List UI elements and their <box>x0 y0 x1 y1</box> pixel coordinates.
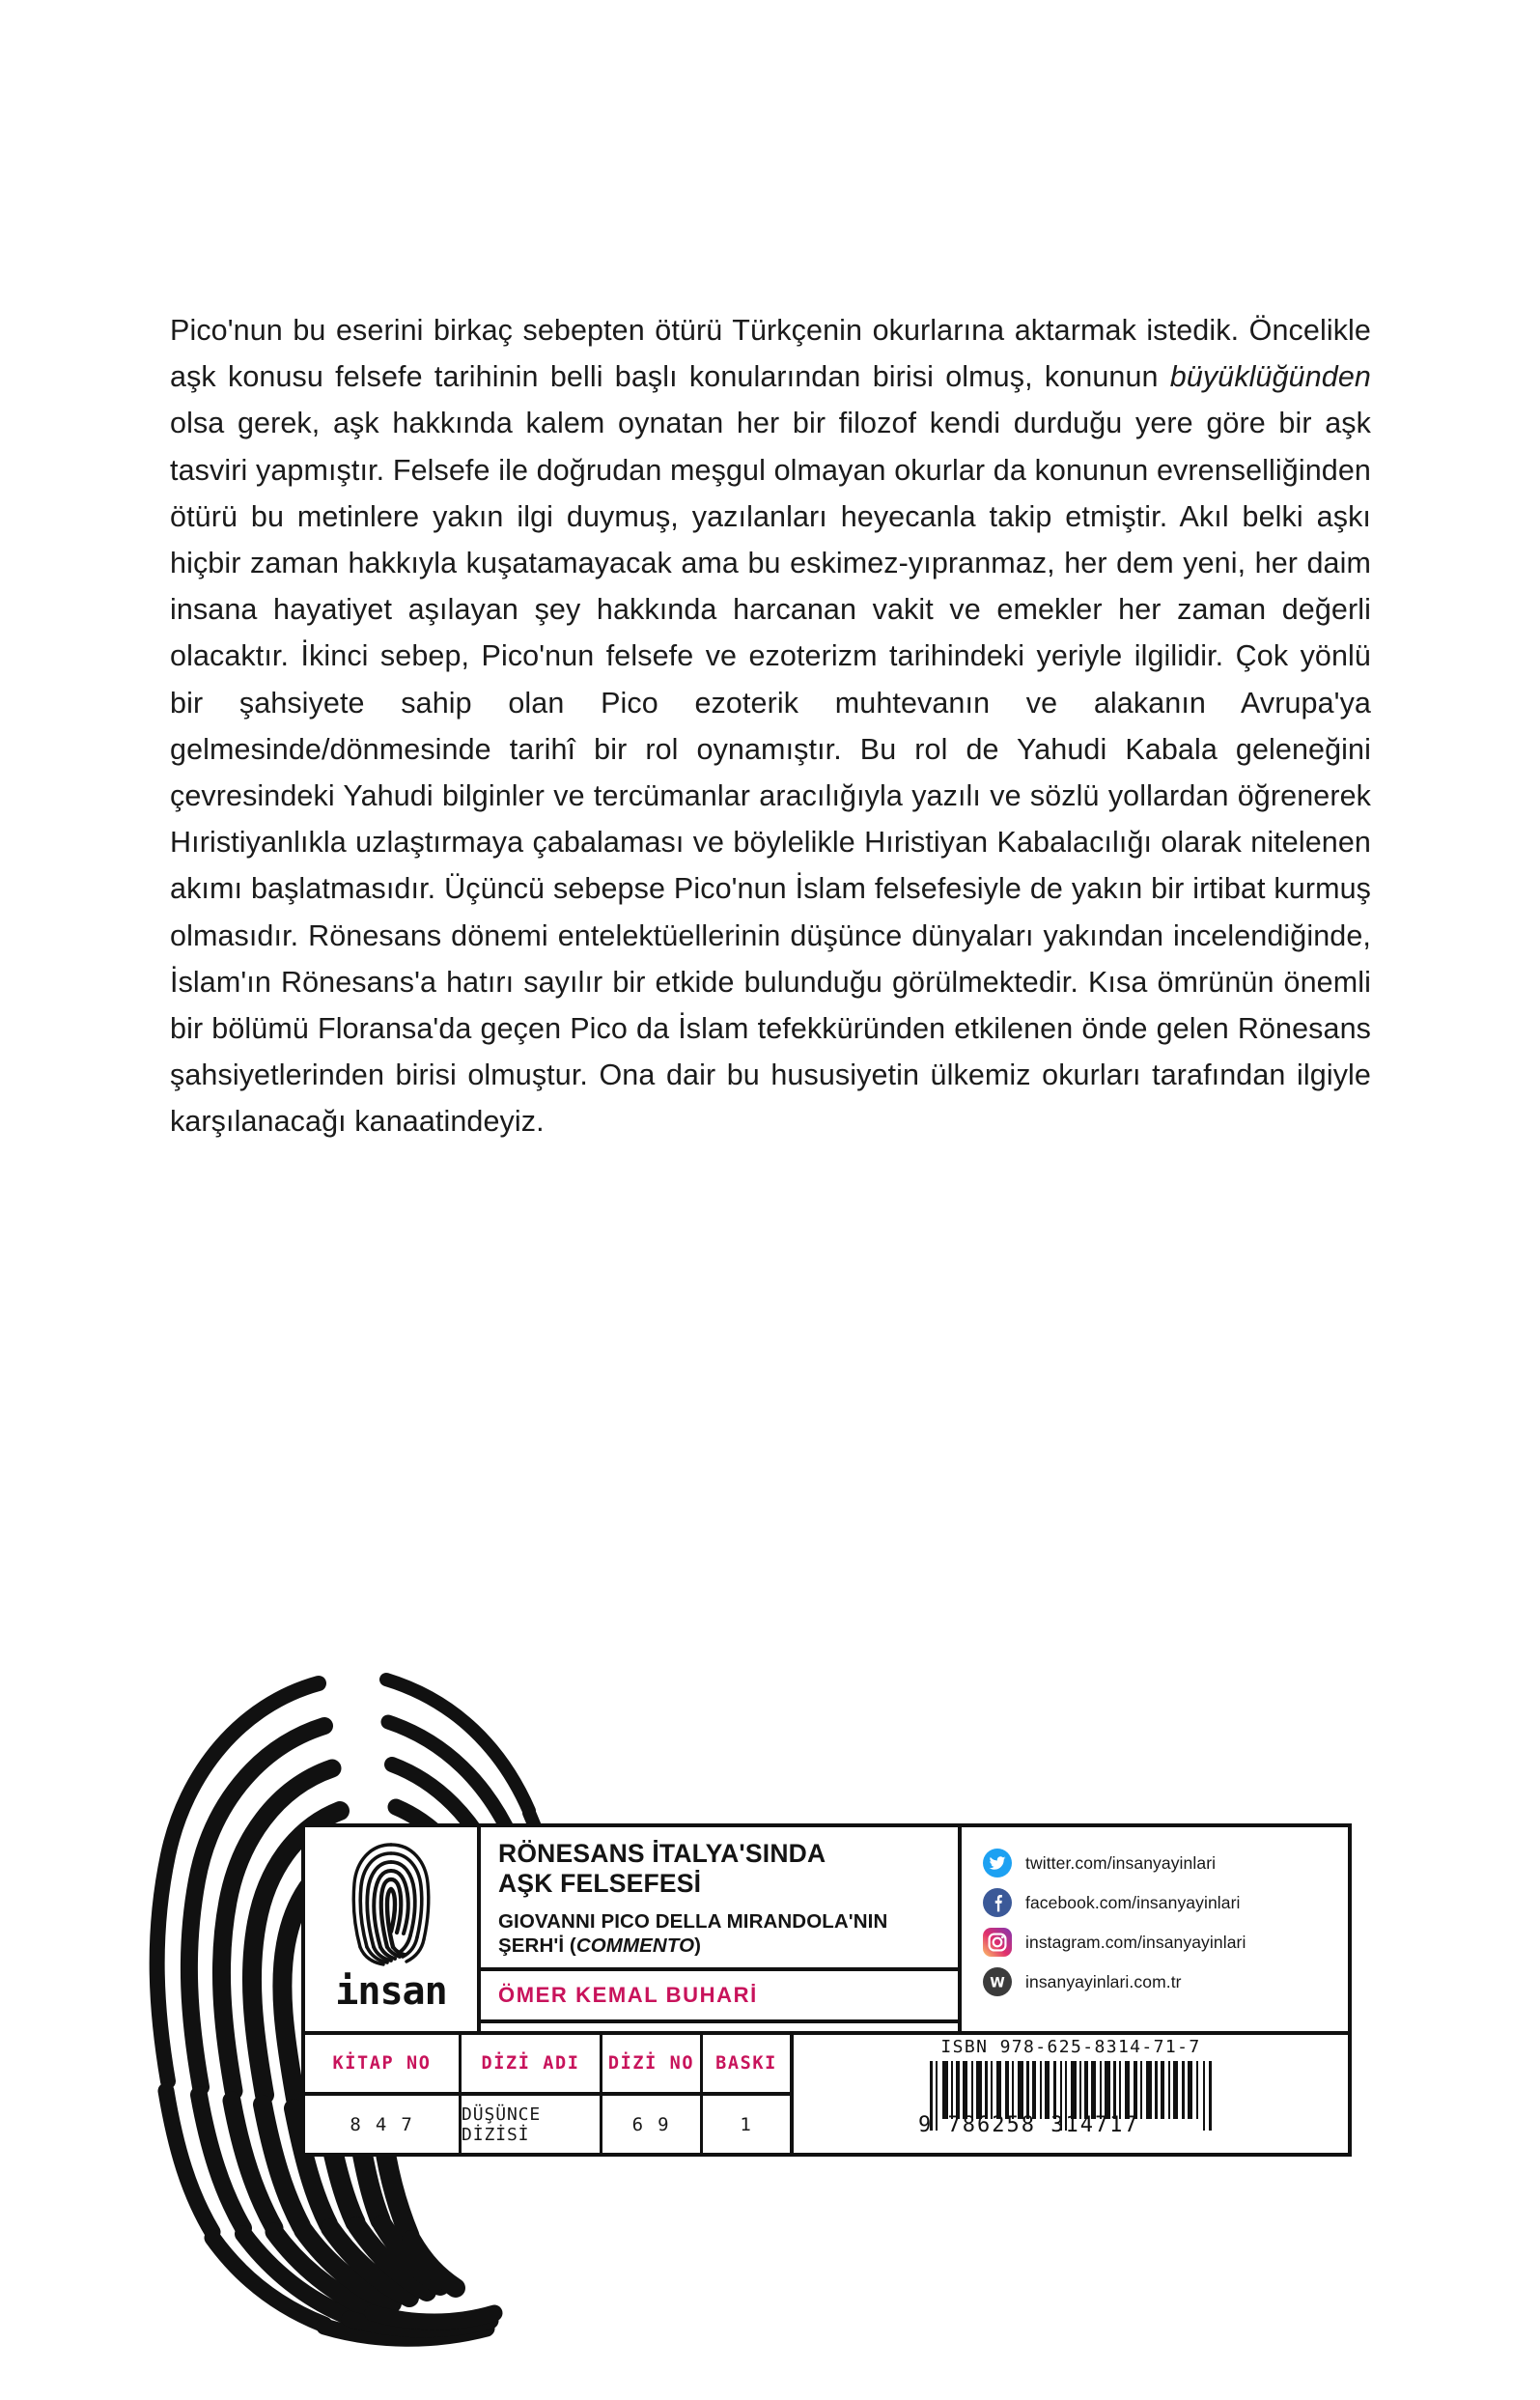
back-cover-blurb <box>170 307 1380 1145</box>
isbn-label: ISBN 978-625-8314-71-7 <box>940 2037 1201 2057</box>
social-label-website[interactable]: insanyayinlari.com.tr <box>1025 1971 1182 1991</box>
publisher-logo-text: insan <box>335 1969 447 2014</box>
book-title-line-2: AŞK FELSEFESİ <box>498 1869 702 1898</box>
subtitle-prefix: ŞERH'İ ( <box>498 1934 576 1957</box>
publisher-logo-cell <box>305 1827 481 2031</box>
catalog-value-dizi-no-text: 6 9 <box>631 2113 671 2135</box>
catalog-table <box>305 2035 794 2153</box>
book-title-block <box>481 1827 958 1971</box>
social-label-facebook[interactable]: facebook.com/insanyayinlari <box>1025 1892 1241 1912</box>
barcode-digits: 9 786258 314717 <box>916 2113 1225 2137</box>
catalog-value-dizi-no <box>602 2096 703 2153</box>
catalog-value-kitap-no <box>305 2096 462 2153</box>
social-row-facebook[interactable] <box>983 1888 1348 1917</box>
blurb-italic-term: büyüklüğünden <box>1169 360 1371 394</box>
blurb-part-2: olsa gerek, aşk hakkında kalem oynatan her bir filozof kendi durduğu yere göre bir aşk tasviri yapmıştır. Felsefe ile doğrudan meşgul olmayan okurlar da konunun evrenselliğinden ötürü bu metinlere yakın ilgi duymuş, yazılanları heyecanla takip etmiştir. Akıl belki aşkı hiçbir zaman hakkıyla kuşatamayacak ama bu eskimez-yıpranmaz, her dem yeni, her daim insana hayatiyet aşılayan şey hakkında harcanan vakit ve emekler her zaman değerli olacaktır. İkinci sebep, Pico'nun felsefe ve ezoterizm tarihindeki yeriyle ilgilidir. Çok yönlü bir şahsiyete sahip olan Pico ezoterik muhtevanın ve alakanın Avrupa'ya gelmesinde/dönmesinde tarihî bir rol oynamıştır. Bu rol de Yahudi Kabala geleneğini çevresindeki Yahudi bilginler ve tercümanlar aracılığıyla yazılı ve sözlü yollardan öğrenerek Hıristiyanlıkla uzlaştırmaya çabalaması ve böylelikle Hıristiyan Kabalacılığı olarak nitelenen akımı başlatmasıdır. Üçüncü sebepse Pico'nun İslam felsefesiyle de yakın bir irtibat kurmuş olmasıdır. Rönesans dönemi entelektüellerinin düşünce dünyaları yakından incelendiğinde, İslam'ın Rönesans'a hatırı sayılır bir etkide bulunduğu görülmektedir. Kısa ömrünün önemli bir bölümü Floransa'da geçen Pico da İslam tefekküründen etkilenen önde gelen Rönesans şahsiyetlerinden birisi olmuştur. Ona dair bu hususiyetin ülkemiz okurları tarafından ilgiyle karşılanacağı kanaatindeyiz. <box>170 360 1380 1139</box>
social-links-cell <box>962 1827 1348 2031</box>
catalog-header-kitap-no <box>305 2035 462 2092</box>
panel-top-section <box>305 1827 1348 2031</box>
panel-bottom-section <box>305 2031 1348 2153</box>
catalog-value-kitap-no-text: 8 4 7 <box>350 2113 414 2135</box>
twitter-icon[interactable] <box>983 1849 1012 1878</box>
catalog-value-row <box>305 2096 790 2153</box>
social-label-twitter[interactable]: twitter.com/insanyayinlari <box>1025 1852 1217 1873</box>
book-title-line-1: RÖNESANS İTALYA'SINDA <box>498 1839 826 1868</box>
catalog-header-baski-label: BASKI <box>715 2053 777 2074</box>
catalog-header-dizi-adi-label: DİZİ ADI <box>481 2053 580 2074</box>
social-row-instagram[interactable] <box>983 1928 1348 1957</box>
blurb-part-1: Pico'nun bu eserini birkaç sebepten ötürü Türkçenin okurlarına aktarmak istedik. Öncelikle aşk konusu felsefe tarihinin belli başlı konularından birisi olmuş, konunun <box>170 314 1380 394</box>
social-row-website[interactable] <box>983 1967 1348 1996</box>
catalog-value-baski <box>703 2096 790 2153</box>
catalog-value-baski-text: 1 <box>740 2113 753 2135</box>
social-label-instagram[interactable]: instagram.com/insanyayinlari <box>1025 1932 1246 1952</box>
book-identity-cell <box>481 1827 962 2031</box>
book-author-block <box>481 1971 958 2023</box>
book-author-name: ÖMER KEMAL BUHARİ <box>498 1983 758 2007</box>
book-subtitle-line-1: GIOVANNI PICO DELLA MIRANDOLA'NIN <box>498 1910 888 1933</box>
catalog-value-dizi-adi <box>462 2096 602 2153</box>
catalog-header-dizi-adi <box>462 2035 602 2092</box>
publisher-info-panel <box>301 1823 1352 2157</box>
barcode-graphic <box>916 2059 1225 2142</box>
facebook-icon[interactable] <box>983 1888 1012 1917</box>
isbn-barcode-block <box>794 2035 1348 2153</box>
instagram-icon[interactable] <box>983 1928 1012 1957</box>
subtitle-suffix: ) <box>694 1934 702 1957</box>
catalog-header-dizi-no-label: DİZİ NO <box>607 2053 695 2074</box>
catalog-header-baski <box>703 2035 790 2092</box>
book-subtitle-line-2 <box>498 1934 958 1958</box>
subtitle-italic-commento: COMMENTO <box>575 1934 695 1957</box>
catalog-header-kitap-no-label: KİTAP NO <box>332 2053 432 2074</box>
catalog-header-row <box>305 2035 790 2096</box>
svg-text:W: W <box>990 1975 1005 1991</box>
website-icon[interactable] <box>983 1967 1012 1996</box>
catalog-header-dizi-no <box>602 2035 703 2092</box>
fingerprint-icon <box>347 1839 435 1966</box>
catalog-value-dizi-adi-text: DÜŞÜNCE DİZİSİ <box>462 2104 542 2145</box>
book-subtitle-block <box>498 1909 958 1958</box>
social-row-twitter[interactable] <box>983 1849 1348 1878</box>
